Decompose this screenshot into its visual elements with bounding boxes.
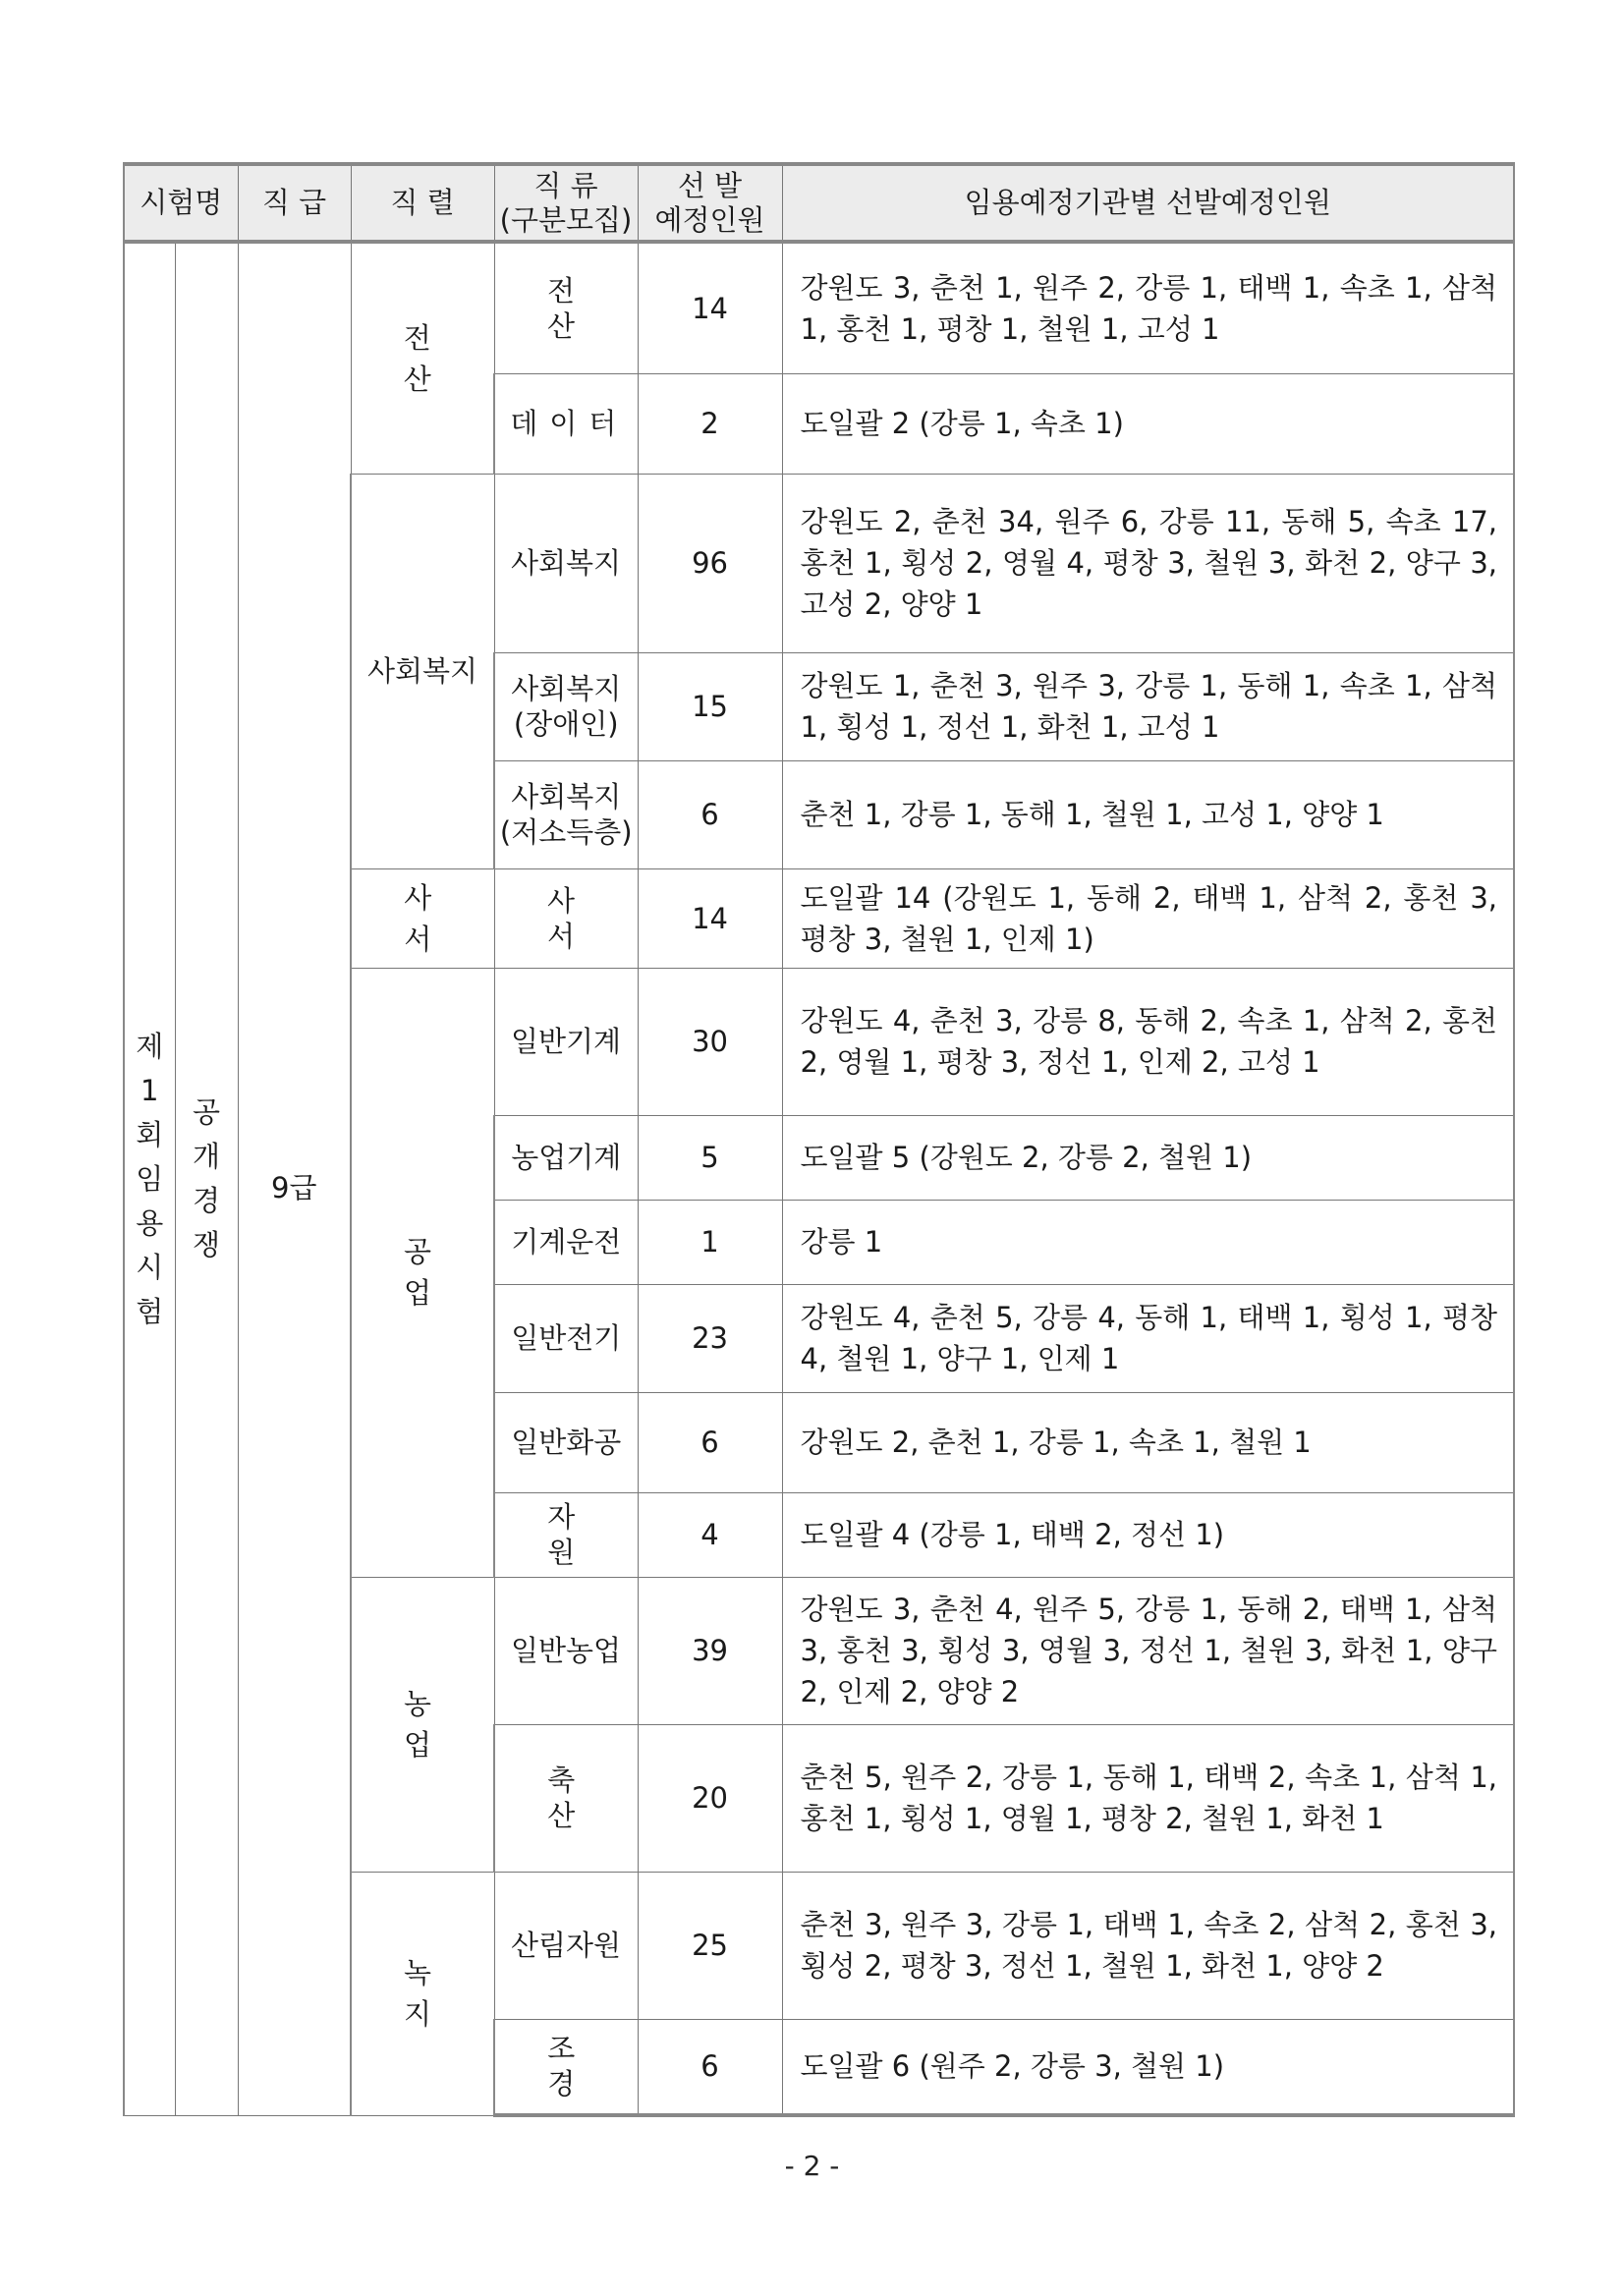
category-cell: 일반기계 bbox=[494, 968, 638, 1115]
detail-cell: 강원도 3, 춘천 1, 원주 2, 강릉 1, 태백 1, 속초 1, 삼척 1, 홍천 1, 평창 1, 철원 1, 고성 1 bbox=[782, 242, 1514, 373]
header-series-text: 직 렬 bbox=[390, 186, 455, 219]
detail-cell: 강릉 1 bbox=[782, 1200, 1514, 1284]
count-cell: 4 bbox=[638, 1492, 782, 1577]
count-cell: 2 bbox=[638, 373, 782, 474]
category-cell: 조 경 bbox=[494, 2019, 638, 2115]
count-cell: 20 bbox=[638, 1724, 782, 1872]
page-number: - 2 - bbox=[784, 2150, 840, 2182]
detail-cell: 춘천 1, 강릉 1, 동해 1, 철원 1, 고성 1, 양양 1 bbox=[782, 760, 1514, 868]
count-cell: 14 bbox=[638, 868, 782, 968]
series-cell bbox=[351, 1872, 494, 2115]
category-cell: 사회복지 (저소득층) bbox=[494, 760, 638, 868]
detail-cell: 도일괄 2 (강릉 1, 속초 1) bbox=[782, 373, 1514, 474]
detail-cell: 도일괄 14 (강원도 1, 동해 2, 태백 1, 삼척 2, 홍천 3, 평창 3, 철원 1, 인제 1) bbox=[782, 868, 1514, 968]
series-cell bbox=[351, 968, 494, 1577]
detail-cell: 강원도 2, 춘천 1, 강릉 1, 속초 1, 철원 1 bbox=[782, 1392, 1514, 1492]
category-cell: 자 원 bbox=[494, 1492, 638, 1577]
grade-cell: 9급 bbox=[238, 242, 351, 2115]
header-series bbox=[351, 164, 494, 242]
category-cell: 일반전기 bbox=[494, 1284, 638, 1392]
category-cell: 기계운전 bbox=[494, 1200, 638, 1284]
recruit-type-text: 공개경쟁 bbox=[192, 1095, 220, 1262]
count-cell: 96 bbox=[638, 474, 782, 652]
header-category: 직 류 (구분모집) bbox=[494, 164, 638, 242]
series-text: 농 업 bbox=[404, 1687, 472, 1762]
category-cell: 산림자원 bbox=[494, 1872, 638, 2019]
detail-cell: 강원도 1, 춘천 3, 원주 3, 강릉 1, 동해 1, 속초 1, 삼척 1, 횡성 1, 정선 1, 화천 1, 고성 1 bbox=[782, 652, 1514, 760]
series-cell bbox=[351, 242, 494, 474]
detail-cell: 춘천 5, 원주 2, 강릉 1, 동해 1, 태백 2, 속초 1, 삼척 1, 홍천 1, 횡성 1, 영월 1, 평창 2, 철원 1, 화천 1 bbox=[782, 1724, 1514, 1872]
count-cell: 30 bbox=[638, 968, 782, 1115]
header-row bbox=[124, 164, 1514, 242]
category-cell: 사 서 bbox=[494, 868, 638, 968]
count-cell: 5 bbox=[638, 1115, 782, 1200]
detail-cell: 도일괄 6 (원주 2, 강릉 3, 철원 1) bbox=[782, 2019, 1514, 2115]
count-cell: 25 bbox=[638, 1872, 782, 2019]
header-exam-name: 시험명 bbox=[124, 164, 238, 242]
detail-cell: 도일괄 5 (강원도 2, 강릉 2, 철원 1) bbox=[782, 1115, 1514, 1200]
detail-cell: 도일괄 4 (강릉 1, 태백 2, 정선 1) bbox=[782, 1492, 1514, 1577]
series-cell bbox=[351, 474, 494, 868]
table-row bbox=[124, 242, 1514, 373]
category-cell: 일반화공 bbox=[494, 1392, 638, 1492]
header-grade bbox=[238, 164, 351, 242]
detail-cell: 강원도 2, 춘천 34, 원주 6, 강릉 11, 동해 5, 속초 17, 홍천 1, 횡성 2, 영월 4, 평창 3, 철원 3, 화천 2, 양구 3, 고성 2, 양양 1 bbox=[782, 474, 1514, 652]
exam-name-cell bbox=[124, 242, 175, 2115]
category-cell: 일반농업 bbox=[494, 1577, 638, 1724]
header-by-agency: 임용예정기관별 선발예정인원 bbox=[782, 164, 1514, 242]
header-planned: 선 발 예정인원 bbox=[638, 164, 782, 242]
detail-cell: 춘천 3, 원주 3, 강릉 1, 태백 1, 속초 2, 삼척 2, 홍천 3, 횡성 2, 평창 3, 정선 1, 철원 1, 화천 1, 양양 2 bbox=[782, 1872, 1514, 2019]
count-cell: 14 bbox=[638, 242, 782, 373]
table-body bbox=[124, 242, 1514, 2115]
detail-cell: 강원도 4, 춘천 5, 강릉 4, 동해 1, 태백 1, 횡성 1, 평창 4, 철원 1, 양구 1, 인제 1 bbox=[782, 1284, 1514, 1392]
recruit-type-cell bbox=[175, 242, 238, 2115]
detail-cell: 강원도 4, 춘천 3, 강릉 8, 동해 2, 속초 1, 삼척 2, 홍천 2, 영월 1, 평창 3, 정선 1, 인제 2, 고성 1 bbox=[782, 968, 1514, 1115]
category-cell: 전 산 bbox=[494, 242, 638, 373]
series-cell bbox=[351, 868, 494, 968]
series-text: 사회복지 bbox=[366, 654, 478, 688]
series-text: 녹 지 bbox=[404, 1956, 472, 2031]
series-text: 공 업 bbox=[404, 1235, 472, 1310]
count-cell: 1 bbox=[638, 1200, 782, 1284]
series-text: 전 산 bbox=[403, 320, 471, 396]
count-cell: 23 bbox=[638, 1284, 782, 1392]
series-cell bbox=[351, 1577, 494, 1872]
count-cell: 6 bbox=[638, 760, 782, 868]
category-cell: 농업기계 bbox=[494, 1115, 638, 1200]
category-cell: 축 산 bbox=[494, 1724, 638, 1872]
detail-cell: 강원도 3, 춘천 4, 원주 5, 강릉 1, 동해 2, 태백 1, 삼척 3, 홍천 3, 횡성 3, 영월 3, 정선 1, 철원 3, 화천 1, 양구 2, 인제 2, 양양 2 bbox=[782, 1577, 1514, 1724]
count-cell: 6 bbox=[638, 2019, 782, 2115]
header-grade-text: 직 급 bbox=[261, 186, 327, 219]
count-cell: 39 bbox=[638, 1577, 782, 1724]
count-cell: 6 bbox=[638, 1392, 782, 1492]
category-cell: 사회복지 (장애인) bbox=[494, 652, 638, 760]
recruitment-table bbox=[123, 162, 1515, 2117]
series-text: 사 서 bbox=[404, 880, 472, 956]
category-cell: 사회복지 bbox=[494, 474, 638, 652]
category-cell: 데이터 bbox=[494, 373, 638, 474]
exam-name-text: 제1회 임용시험 bbox=[136, 1029, 164, 1328]
count-cell: 15 bbox=[638, 652, 782, 760]
